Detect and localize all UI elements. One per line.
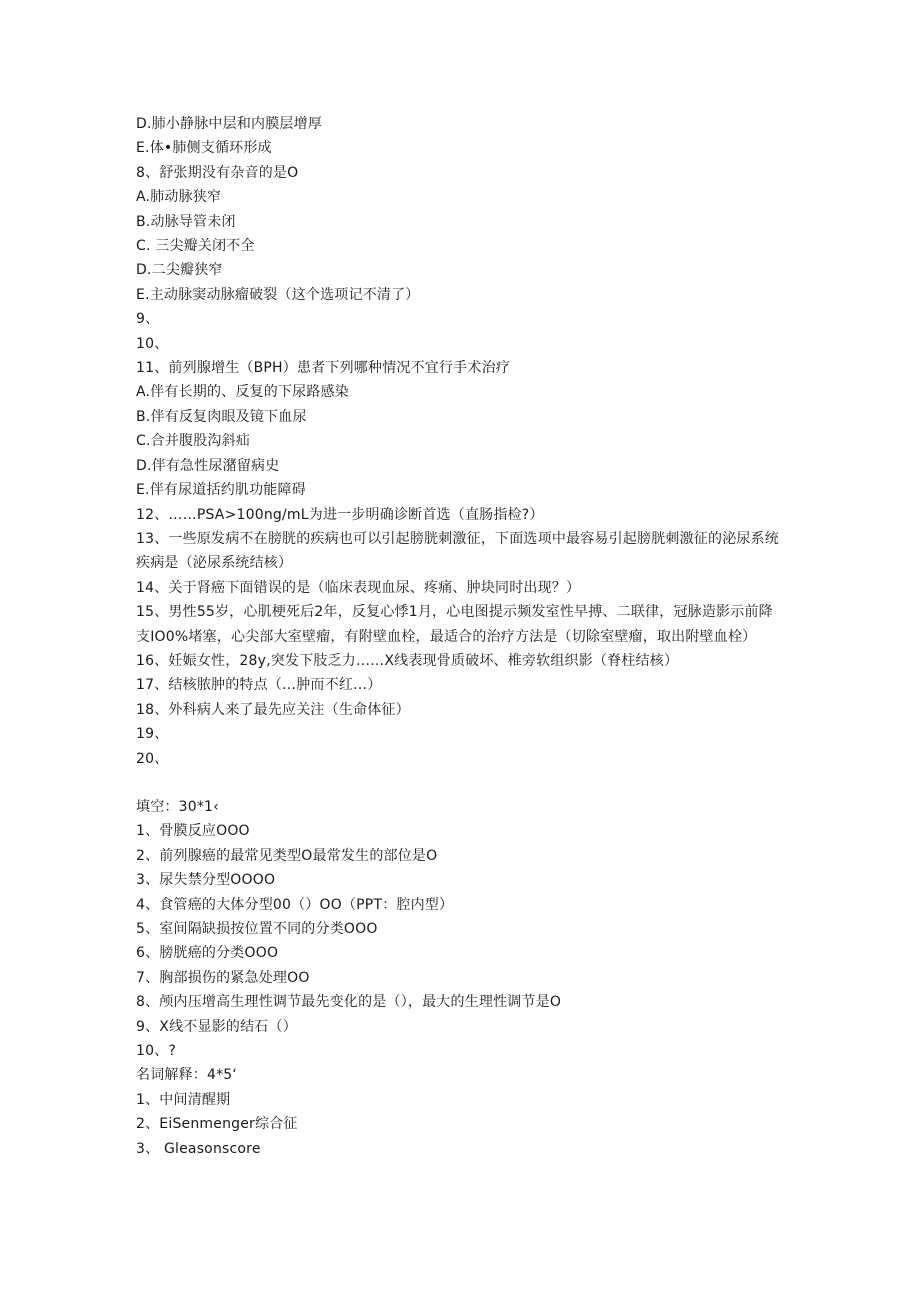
option-d-q11: D.伴有急性尿潴留病史 — [136, 457, 280, 474]
terms-section — [136, 1063, 786, 1161]
fill-in-section — [136, 795, 786, 1063]
document-page — [136, 112, 786, 1161]
option-e-q7: E.体•肺侧支循环形成 — [136, 140, 272, 157]
question-8: 8、舒张期没有杂音的是O — [136, 164, 299, 181]
fill-in-item: 2、前列腺癌的最常见类型O最常发生的部位是O — [136, 847, 438, 864]
question-10: 10、 — [136, 335, 169, 352]
fill-in-item: 8、颅内压增高生理性调节最先变化的是（），最大的生理性调节是O — [136, 994, 562, 1011]
option-a-q11: A.伴有长期的、反复的下尿路感染 — [136, 384, 349, 401]
fill-in-item: 4、食管癌的大体分型00（）OO（PPT：腔内型） — [136, 896, 454, 913]
question-19: 19、 — [136, 726, 169, 743]
option-d-q8: D.二尖瓣狭窄 — [136, 262, 223, 279]
fill-in-item: 3、尿失禁分型OOOO — [136, 872, 276, 889]
question-14: 14、关于肾癌下面错误的是（临床表现血尿、疼痛、肿块同时出现？） — [136, 579, 581, 596]
option-b-q11: B.伴有反复肉眼及镜下血尿 — [136, 408, 307, 425]
question-16: 16、妊娠女性，28y,突发下肢乏力……X线表现骨质破坏、椎旁软组织影（脊柱结核） — [136, 652, 679, 669]
question-11: 11、前列腺增生（BPH）患者下列哪种情况不宜行手术治疗 — [136, 360, 510, 377]
option-c-q8: C. 三尖瓣关闭不全 — [136, 238, 255, 255]
question-9: 9、 — [136, 311, 160, 328]
fill-in-item: 7、胸部损伤的紧急处理OO — [136, 969, 310, 986]
question-15: 15、男性55岁，心肌梗死后2年，反复心悸1月，心电图提示频发室性早搏、二联律，冠脉造影示前降支IO0%堵塞，心尖部大室壁瘤，有附壁血栓，最适合的治疗方法是（切除室壁瘤，取出附壁血栓） — [136, 604, 773, 645]
term-item: 1、中间清醒期 — [136, 1091, 231, 1108]
terms-heading: 名词解释：4*5‘ — [136, 1067, 238, 1084]
option-e-q11: E.伴有尿道括约肌功能障碍 — [136, 482, 306, 499]
question-12: 12、……PSA>100ng/mL为进一步明确诊断首选（直肠指检?） — [136, 506, 544, 523]
option-d-q7: D.肺小静脉中层和内膜层增厚 — [136, 116, 323, 132]
option-e-q8: E.主动脉窦动脉瘤破裂（这个选项记不清了） — [136, 286, 420, 303]
fill-in-item: 9、X线不显影的结石（） — [136, 1018, 297, 1035]
fill-in-item: 6、膀胱癌的分类OOO — [136, 945, 279, 962]
question-18: 18、外科病人来了最先应关注（生命体征） — [136, 701, 410, 718]
question-17: 17、结核脓肿的特点（…肿而不红…） — [136, 677, 382, 694]
fill-in-item: 10、? — [136, 1043, 177, 1060]
question-20: 20、 — [136, 750, 169, 767]
section-spacer — [136, 771, 786, 795]
fill-in-heading: 填空：30*1‹ — [136, 798, 219, 815]
fill-in-item: 5、室间隔缺损按位置不同的分类OOO — [136, 921, 378, 937]
option-c-q11: C.合并腹股沟斜疝 — [136, 433, 251, 450]
option-a-q8: A.肺动脉狭窄 — [136, 189, 222, 206]
question-block-top — [136, 112, 786, 771]
term-item: 3、 Gleasonscore — [136, 1140, 261, 1157]
fill-in-item: 1、骨膜反应OOO — [136, 823, 250, 840]
term-item: 2、EiSenmenger综合征 — [136, 1116, 298, 1133]
option-b-q8: B.动脉导管未闭 — [136, 213, 236, 230]
question-13: 13、一些原发病不在膀胱的疾病也可以引起膀胱刺激征，下面选项中最容易引起膀胱刺激征的泌尿系统疾病是（泌尿系统结核） — [136, 530, 780, 572]
